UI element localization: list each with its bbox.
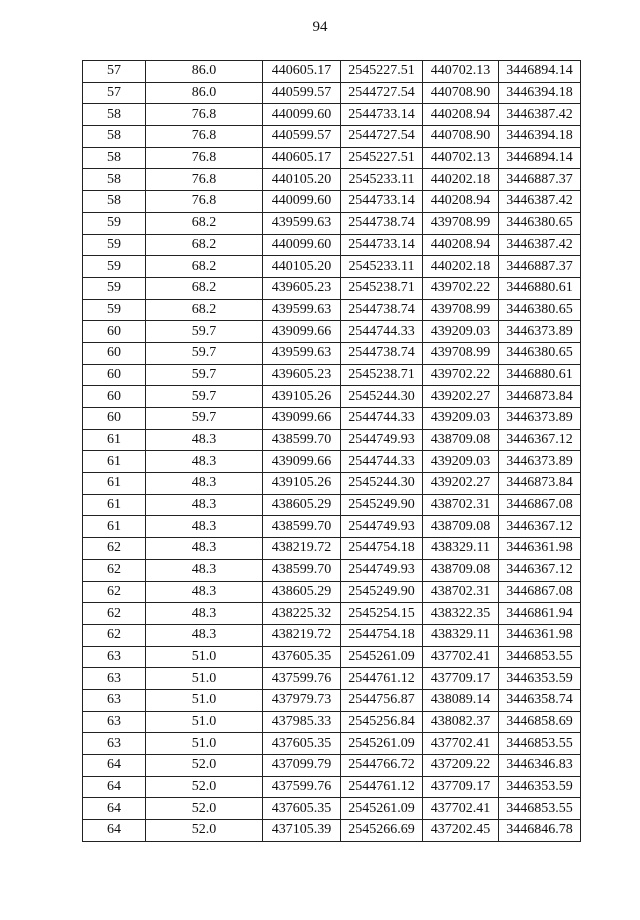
cell-value: 52.0 [146,820,263,842]
table-row [83,494,581,516]
cell-value: 68.2 [146,277,263,299]
coordinates-table-body [83,61,581,842]
cell-x2: 437709.17 [423,668,499,690]
cell-y2: 3446380.65 [499,342,581,364]
cell-y1: 2544733.14 [341,234,423,256]
cell-y1: 2545244.30 [341,473,423,495]
cell-y1: 2545227.51 [341,61,423,83]
table-row [83,82,581,104]
cell-y1: 2544754.18 [341,624,423,646]
cell-x1: 437099.79 [263,755,341,777]
cell-x2: 437209.22 [423,755,499,777]
cell-x2: 438089.14 [423,689,499,711]
cell-y2: 3446887.37 [499,256,581,278]
cell-value: 48.3 [146,538,263,560]
table-row [83,668,581,690]
cell-y2: 3446394.18 [499,126,581,148]
cell-x2: 439202.27 [423,473,499,495]
cell-y1: 2545256.84 [341,711,423,733]
cell-x1: 439099.66 [263,408,341,430]
table-row [83,234,581,256]
cell-y1: 2544761.12 [341,668,423,690]
cell-section-number: 63 [83,646,146,668]
cell-y2: 3446880.61 [499,277,581,299]
cell-y1: 2545261.09 [341,733,423,755]
cell-section-number: 59 [83,277,146,299]
cell-value: 51.0 [146,711,263,733]
cell-x2: 440208.94 [423,104,499,126]
cell-x1: 440599.57 [263,82,341,104]
cell-y1: 2544727.54 [341,126,423,148]
cell-section-number: 64 [83,776,146,798]
cell-x1: 439599.63 [263,299,341,321]
cell-value: 51.0 [146,689,263,711]
cell-x1: 440099.60 [263,191,341,213]
coordinates-table [82,60,581,842]
cell-y2: 3446373.89 [499,321,581,343]
cell-y2: 3446853.55 [499,733,581,755]
cell-x1: 440605.17 [263,61,341,83]
cell-x2: 440202.18 [423,169,499,191]
cell-section-number: 61 [83,494,146,516]
cell-x2: 438709.08 [423,516,499,538]
cell-y2: 3446358.74 [499,689,581,711]
cell-x1: 437599.76 [263,668,341,690]
cell-y2: 3446346.83 [499,755,581,777]
cell-section-number: 62 [83,581,146,603]
cell-y2: 3446853.55 [499,798,581,820]
cell-x1: 438599.70 [263,429,341,451]
cell-y2: 3446894.14 [499,147,581,169]
cell-y1: 2544744.33 [341,408,423,430]
cell-section-number: 61 [83,473,146,495]
table-row [83,538,581,560]
cell-y1: 2544754.18 [341,538,423,560]
cell-section-number: 62 [83,603,146,625]
cell-x2: 439708.99 [423,212,499,234]
cell-value: 48.3 [146,516,263,538]
cell-value: 51.0 [146,668,263,690]
cell-x2: 438702.31 [423,494,499,516]
cell-y1: 2545254.15 [341,603,423,625]
cell-y1: 2544756.87 [341,689,423,711]
table-row [83,624,581,646]
cell-y1: 2545266.69 [341,820,423,842]
cell-section-number: 60 [83,342,146,364]
cell-x2: 439702.22 [423,364,499,386]
table-row [83,364,581,386]
cell-x1: 440105.20 [263,256,341,278]
cell-value: 48.3 [146,451,263,473]
cell-y1: 2544733.14 [341,191,423,213]
table-row [83,126,581,148]
cell-value: 59.7 [146,408,263,430]
cell-section-number: 58 [83,191,146,213]
table-row [83,689,581,711]
cell-x2: 437702.41 [423,646,499,668]
cell-x1: 440099.60 [263,234,341,256]
cell-value: 68.2 [146,234,263,256]
cell-section-number: 62 [83,624,146,646]
cell-y2: 3446873.84 [499,386,581,408]
cell-y2: 3446380.65 [499,299,581,321]
table-row [83,429,581,451]
cell-y1: 2545238.71 [341,277,423,299]
cell-y1: 2544761.12 [341,776,423,798]
cell-x2: 439702.22 [423,277,499,299]
cell-x2: 438709.08 [423,559,499,581]
cell-section-number: 57 [83,61,146,83]
cell-x1: 438605.29 [263,581,341,603]
page-number: 94 [312,19,328,35]
cell-value: 76.8 [146,104,263,126]
cell-x1: 440599.57 [263,126,341,148]
cell-y1: 2544738.74 [341,212,423,234]
table-row [83,733,581,755]
cell-x2: 440702.13 [423,61,499,83]
cell-y1: 2545227.51 [341,147,423,169]
cell-y2: 3446380.65 [499,212,581,234]
cell-x1: 438605.29 [263,494,341,516]
cell-x2: 439209.03 [423,321,499,343]
cell-x1: 440099.60 [263,104,341,126]
cell-value: 52.0 [146,798,263,820]
cell-section-number: 61 [83,516,146,538]
cell-x2: 439202.27 [423,386,499,408]
cell-y1: 2545233.11 [341,169,423,191]
cell-x2: 439209.03 [423,451,499,473]
cell-section-number: 64 [83,755,146,777]
cell-y2: 3446853.55 [499,646,581,668]
cell-y2: 3446373.89 [499,408,581,430]
cell-value: 68.2 [146,256,263,278]
cell-section-number: 63 [83,668,146,690]
cell-section-number: 60 [83,408,146,430]
cell-section-number: 61 [83,451,146,473]
cell-section-number: 58 [83,126,146,148]
cell-x1: 439099.66 [263,321,341,343]
cell-x1: 437599.76 [263,776,341,798]
cell-y2: 3446394.18 [499,82,581,104]
cell-section-number: 60 [83,364,146,386]
cell-y2: 3446880.61 [499,364,581,386]
cell-value: 48.3 [146,494,263,516]
cell-x1: 440105.20 [263,169,341,191]
cell-section-number: 57 [83,82,146,104]
cell-value: 48.3 [146,429,263,451]
cell-y2: 3446894.14 [499,61,581,83]
cell-y1: 2544749.93 [341,429,423,451]
cell-y1: 2544733.14 [341,104,423,126]
cell-value: 51.0 [146,733,263,755]
cell-y2: 3446367.12 [499,429,581,451]
cell-y1: 2544744.33 [341,451,423,473]
cell-y2: 3446353.59 [499,668,581,690]
cell-x2: 440708.90 [423,82,499,104]
table-row [83,147,581,169]
cell-y1: 2544738.74 [341,342,423,364]
table-row [83,646,581,668]
cell-x1: 438219.72 [263,538,341,560]
table-row [83,386,581,408]
cell-x2: 438709.08 [423,429,499,451]
table-row [83,61,581,83]
cell-y2: 3446361.98 [499,538,581,560]
cell-y1: 2545233.11 [341,256,423,278]
table-row [83,191,581,213]
table-row [83,104,581,126]
cell-x2: 438322.35 [423,603,499,625]
cell-value: 59.7 [146,321,263,343]
cell-value: 76.8 [146,126,263,148]
cell-x1: 439599.63 [263,212,341,234]
cell-x2: 437702.41 [423,798,499,820]
cell-section-number: 59 [83,212,146,234]
cell-y2: 3446353.59 [499,776,581,798]
cell-y2: 3446873.84 [499,473,581,495]
cell-value: 76.8 [146,191,263,213]
cell-x1: 437605.35 [263,646,341,668]
cell-section-number: 63 [83,711,146,733]
cell-section-number: 60 [83,386,146,408]
cell-y1: 2545249.90 [341,581,423,603]
table-row [83,581,581,603]
table-row [83,299,581,321]
cell-value: 76.8 [146,147,263,169]
cell-x2: 438702.31 [423,581,499,603]
cell-y1: 2545249.90 [341,494,423,516]
cell-x2: 438082.37 [423,711,499,733]
cell-value: 68.2 [146,212,263,234]
cell-x2: 440702.13 [423,147,499,169]
cell-x1: 439105.26 [263,386,341,408]
cell-y1: 2545261.09 [341,798,423,820]
cell-x2: 439708.99 [423,342,499,364]
cell-x2: 437709.17 [423,776,499,798]
cell-x2: 438329.11 [423,538,499,560]
table-row [83,473,581,495]
cell-y2: 3446387.42 [499,104,581,126]
cell-x2: 437202.45 [423,820,499,842]
cell-x1: 437605.35 [263,798,341,820]
cell-y1: 2544727.54 [341,82,423,104]
cell-value: 48.3 [146,473,263,495]
cell-x2: 440202.18 [423,256,499,278]
cell-section-number: 58 [83,169,146,191]
table-row [83,516,581,538]
cell-y2: 3446361.98 [499,624,581,646]
cell-value: 48.3 [146,581,263,603]
cell-section-number: 63 [83,733,146,755]
cell-x1: 439599.63 [263,342,341,364]
cell-section-number: 58 [83,147,146,169]
cell-y2: 3446858.69 [499,711,581,733]
cell-value: 52.0 [146,755,263,777]
cell-section-number: 60 [83,321,146,343]
cell-x2: 438329.11 [423,624,499,646]
cell-value: 76.8 [146,169,263,191]
cell-value: 59.7 [146,386,263,408]
cell-section-number: 59 [83,256,146,278]
cell-x2: 440208.94 [423,191,499,213]
cell-y1: 2545261.09 [341,646,423,668]
cell-y2: 3446373.89 [499,451,581,473]
table-row [83,451,581,473]
cell-y1: 2544738.74 [341,299,423,321]
cell-x1: 438599.70 [263,516,341,538]
table-row [83,277,581,299]
cell-x1: 438225.32 [263,603,341,625]
table-row [83,169,581,191]
cell-section-number: 62 [83,538,146,560]
table-row [83,798,581,820]
cell-x1: 439605.23 [263,364,341,386]
cell-x1: 437105.39 [263,820,341,842]
cell-value: 48.3 [146,559,263,581]
cell-section-number: 62 [83,559,146,581]
cell-y1: 2545238.71 [341,364,423,386]
table-row [83,321,581,343]
table-row [83,559,581,581]
cell-value: 86.0 [146,61,263,83]
table-row [83,408,581,430]
cell-section-number: 59 [83,299,146,321]
cell-value: 51.0 [146,646,263,668]
cell-y1: 2545244.30 [341,386,423,408]
cell-y2: 3446367.12 [499,516,581,538]
cell-section-number: 64 [83,820,146,842]
cell-y1: 2544749.93 [341,516,423,538]
cell-y1: 2544744.33 [341,321,423,343]
cell-y2: 3446387.42 [499,191,581,213]
cell-value: 86.0 [146,82,263,104]
cell-x1: 439605.23 [263,277,341,299]
cell-x1: 437605.35 [263,733,341,755]
cell-y2: 3446867.08 [499,581,581,603]
cell-x2: 440708.90 [423,126,499,148]
cell-value: 48.3 [146,624,263,646]
table-row [83,711,581,733]
cell-section-number: 61 [83,429,146,451]
cell-y2: 3446387.42 [499,234,581,256]
cell-x2: 439708.99 [423,299,499,321]
cell-section-number: 63 [83,689,146,711]
cell-value: 52.0 [146,776,263,798]
cell-value: 68.2 [146,299,263,321]
cell-x1: 440605.17 [263,147,341,169]
cell-x2: 439209.03 [423,408,499,430]
cell-x1: 437979.73 [263,689,341,711]
cell-y2: 3446887.37 [499,169,581,191]
cell-y2: 3446867.08 [499,494,581,516]
cell-y2: 3446367.12 [499,559,581,581]
table-row [83,776,581,798]
cell-y2: 3446846.78 [499,820,581,842]
cell-x2: 440208.94 [423,234,499,256]
table-row [83,755,581,777]
cell-x1: 438219.72 [263,624,341,646]
cell-x1: 437985.33 [263,711,341,733]
cell-y2: 3446861.94 [499,603,581,625]
cell-y1: 2544749.93 [341,559,423,581]
cell-section-number: 64 [83,798,146,820]
cell-value: 59.7 [146,364,263,386]
cell-value: 59.7 [146,342,263,364]
table-row [83,342,581,364]
table-row [83,603,581,625]
cell-section-number: 58 [83,104,146,126]
cell-x1: 439105.26 [263,473,341,495]
table-row [83,256,581,278]
cell-x1: 438599.70 [263,559,341,581]
cell-value: 48.3 [146,603,263,625]
cell-x2: 437702.41 [423,733,499,755]
table-row [83,212,581,234]
cell-section-number: 59 [83,234,146,256]
cell-y1: 2544766.72 [341,755,423,777]
cell-x1: 439099.66 [263,451,341,473]
table-row [83,820,581,842]
